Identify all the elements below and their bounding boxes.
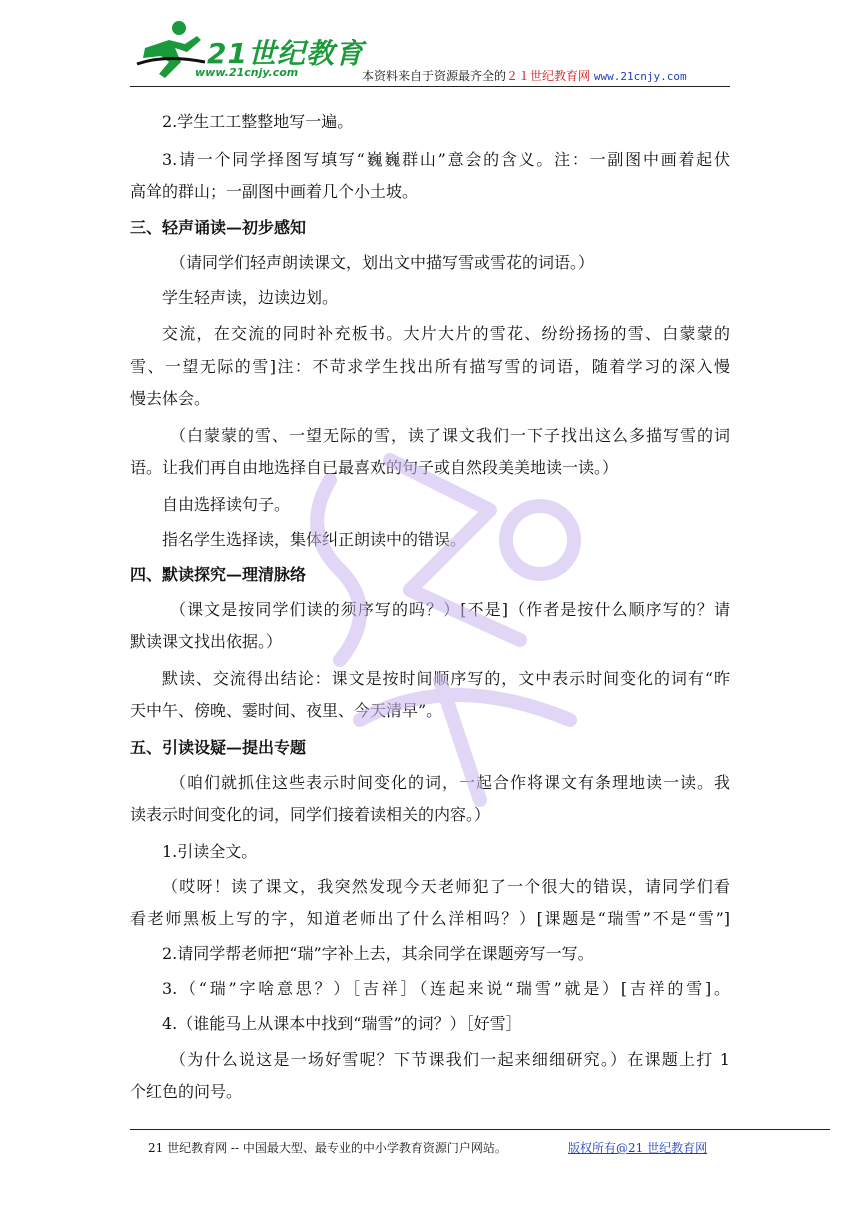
- body-line: 默读课文找出依据。）: [130, 632, 283, 651]
- section-heading: 五、引读设疑—提出专题: [130, 738, 307, 757]
- body-line: 3.请一个同学择图写填写“巍巍群山”意会的含义。注：一副图中画着起伏: [162, 150, 730, 169]
- page-header: [0, 0, 860, 90]
- body-line: 高耸的群山；一副图中画着几个小土坡。: [130, 182, 419, 201]
- header-note-prefix: 本资料来自于资源最齐全的: [362, 69, 507, 83]
- body-line: 1.引读全文。: [162, 842, 258, 861]
- body-line: 默读、交流得出结论：课文是按时间顺序写的，文中表示时间变化的词有“昨: [162, 669, 730, 688]
- page-footer: [148, 1139, 708, 1156]
- copyright-link[interactable]: 版权所有@21 世纪教育网: [568, 1141, 708, 1155]
- section-heading: 四、默读探究—理清脉络: [130, 565, 307, 584]
- body-line: 指名学生选择读，集体纠正朗读中的错误。: [162, 530, 467, 549]
- body-line: 3.（“瑞”字啥意思？）［吉祥］（连起来说“瑞雪”就是）[吉祥的雪]。: [162, 979, 730, 998]
- header-note-brand[interactable]: ２１世纪教育网: [506, 69, 591, 83]
- logo-url: www.21cnjy.com: [195, 66, 299, 79]
- body-line: 语。让我们再自由地选择自已最喜欢的句子或自然段美美地读一读。）: [130, 458, 619, 477]
- body-line: 个红色的问号。: [130, 1082, 243, 1101]
- body-line: 看老师黑板上写的字，知道老师出了什么洋相吗？）[课题是“瑞雪”不是“雪”]: [130, 909, 730, 928]
- logo-text: 21世纪教育: [207, 37, 364, 70]
- body-line: 读表示时间变化的词，同学们接着读相关的内容。）: [130, 805, 491, 824]
- body-line: （为什么说这是一场好雪呢？下节课我们一起来细细研究。）在课题上打 1: [170, 1050, 730, 1069]
- site-logo[interactable]: [135, 18, 364, 82]
- section-heading: 三、轻声诵读—初步感知: [130, 218, 307, 237]
- body-line: （课文是按同学们读的须序写的吗？）[不是]（作者是按什么顺序写的？请: [170, 600, 730, 619]
- body-line: 慢去体会。: [130, 389, 211, 408]
- header-divider: [130, 86, 730, 87]
- footer-divider: [130, 1129, 830, 1130]
- body-line: 学生轻声读，边读边划。: [162, 288, 339, 307]
- body-line: 自由选择读句子。: [162, 495, 291, 514]
- body-line: 4.（谁能马上从课本中找到“瑞雪”的词？）［好雪］: [162, 1014, 522, 1033]
- body-line: 2.请同学帮老师把“瑞”字补上去，其余同学在课题旁写一写。: [162, 944, 594, 963]
- body-line: 雪、一望无际的雪]注：不苛求学生找出所有描写雪的词语，随着学习的深入慢: [130, 357, 730, 376]
- header-note: [362, 67, 687, 84]
- body-line: 交流，在交流的同时补充板书。大片大片的雪花、纷纷扬扬的雪、白蒙蒙的: [162, 324, 730, 343]
- body-line: （咱们就抓住这些表示时间变化的词，一起合作将课文有条理地读一读。我: [170, 773, 730, 792]
- body-line: 天中午、傍晚、霎时间、夜里、今天清早”。: [130, 701, 443, 720]
- body-line: （请同学们轻声朗读课文，划出文中描写雪或雪花的词语。）: [170, 253, 595, 272]
- body-line: （哎呀！读了课文，我突然发现今天老师犯了一个很大的错误，请同学们看: [162, 877, 730, 896]
- body-line: （白蒙蒙的雪、一望无际的雪，读了课文我们一下子找出这么多描写雪的词: [170, 426, 730, 445]
- body-line: 2.学生工工整整地写一遍。: [162, 112, 354, 131]
- header-note-site-link[interactable]: www.21cnjy.com: [593, 70, 687, 83]
- footer-text: 21 世纪教育网 -- 中国最大型、最专业的中小学教育资源门户网站。: [148, 1141, 507, 1155]
